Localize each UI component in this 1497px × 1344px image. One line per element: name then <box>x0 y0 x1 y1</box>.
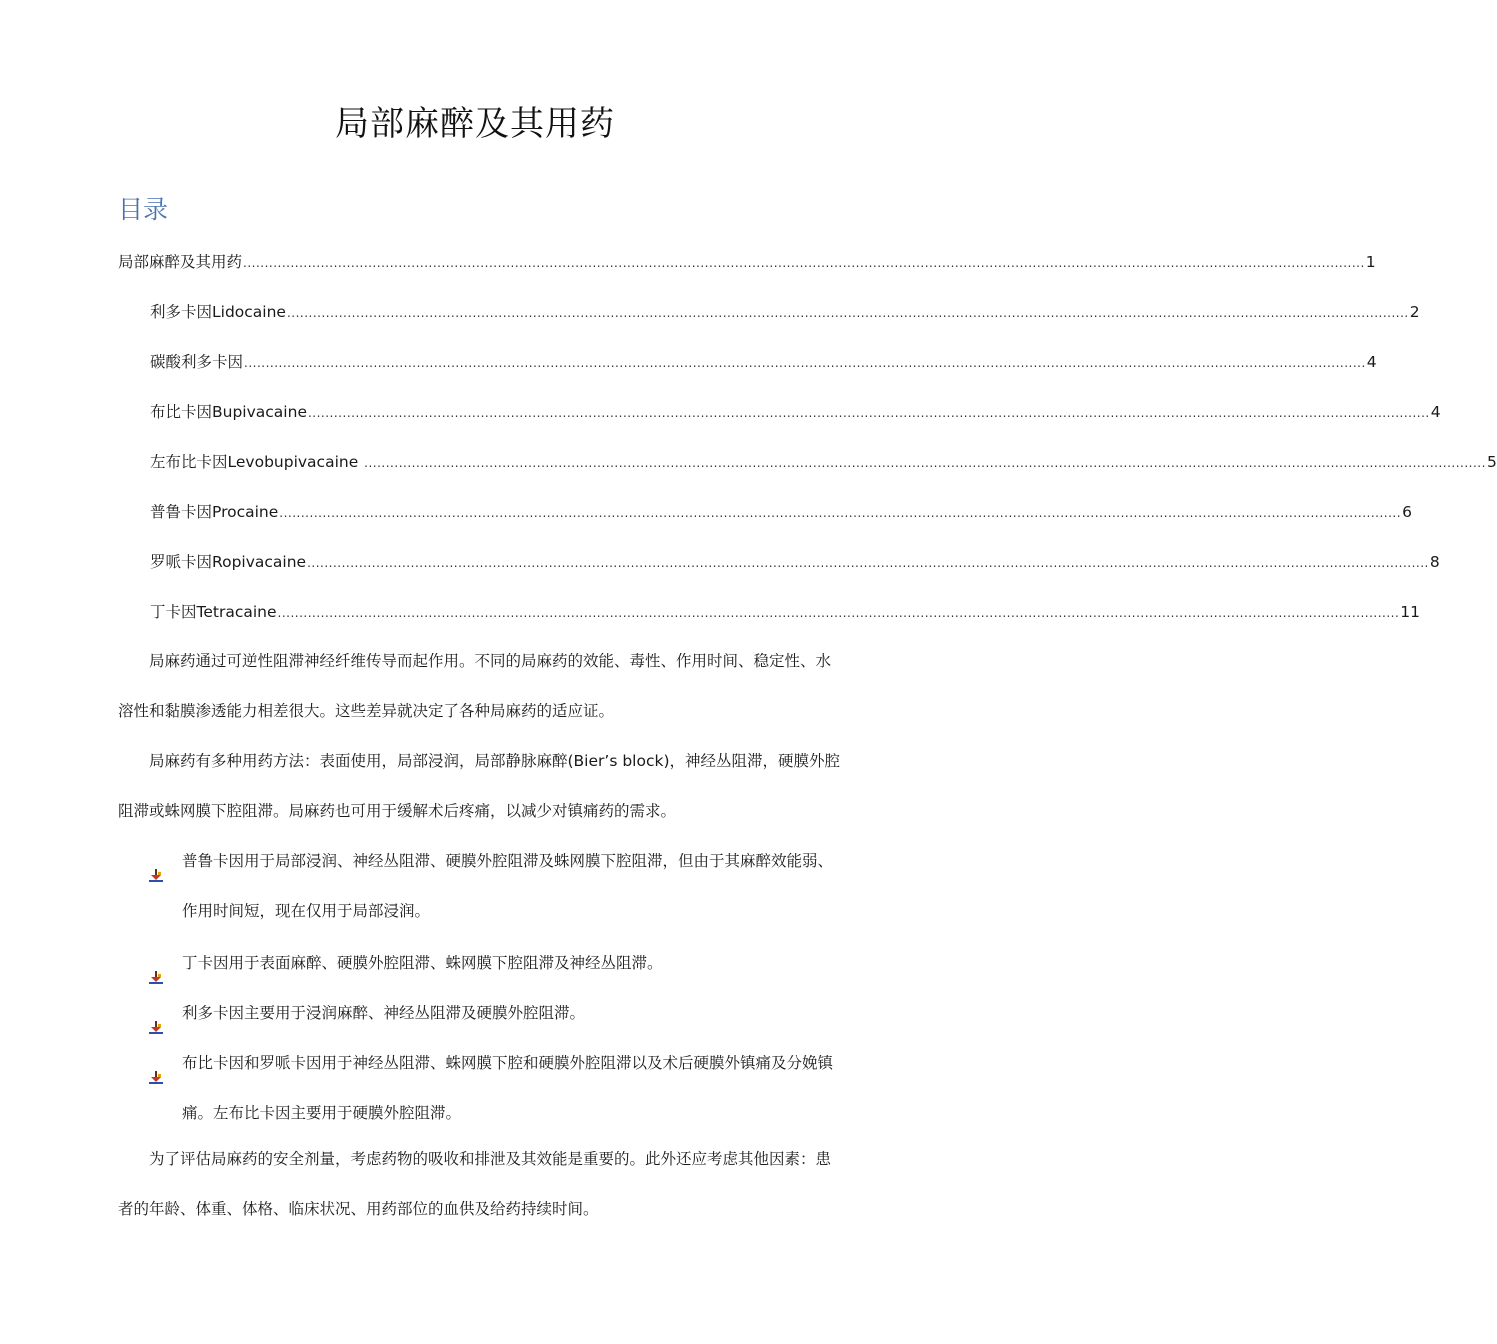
toc-entry-title: 普鲁卡因 <box>150 503 213 521</box>
toc-entry[interactable] <box>150 600 1421 624</box>
arrow-bullet-icon <box>149 955 163 969</box>
body-paragraph: 为了评估局麻药的安全剂量，考虑药物的吸收和排泄及其效能是重要的。此外还应考虑其他因素：患者的年龄、体重、体格、临床状况、用药部位的血供及给药持续时间。 <box>118 1150 832 1218</box>
toc-entry-title: 布比卡因 <box>150 403 213 421</box>
toc-entry-page: 4 <box>1430 403 1441 421</box>
body-paragraph: 局麻药通过可逆性阻滞神经纤维传导而起作用。不同的局麻药的效能、毒性、作用时间、稳定性、水溶性和黏膜渗透能力相差很大。这些差异就决定了各种局麻药的适应证。 <box>118 652 832 720</box>
bullet-text: 布比卡因和罗哌卡因用于神经丛阻滞、蛛网膜下腔和硬膜外腔阻滞以及术后硬膜外镇痛及分娩镇痛。左布比卡因主要用于硬膜外腔阻滞。 <box>182 1054 834 1122</box>
toc-entry[interactable] <box>150 300 1420 324</box>
arrow-bullet-icon <box>149 1055 163 1069</box>
toc-entry-page: 6 <box>1402 503 1412 521</box>
toc-leader-dots: .................................................................................................................................................................................................................................................................... <box>277 606 1400 620</box>
bullet-text: 普鲁卡因用于局部浸润、神经丛阻滞、硬膜外腔阻滞及蛛网膜下腔阻滞，但由于其麻醉效能弱、作用时间短，现在仅用于局部浸润。 <box>182 852 834 920</box>
toc-entry[interactable] <box>150 350 1377 374</box>
toc-entry-page: 11 <box>1400 603 1421 621</box>
toc-entry-title: 碳酸利多卡因 <box>150 353 244 371</box>
toc-entry[interactable] <box>118 250 1376 274</box>
toc-entry[interactable] <box>150 550 1440 574</box>
toc-entry-page: 1 <box>1365 253 1376 271</box>
toc-entry-english: Tetracaine <box>196 603 277 621</box>
toc-entry-title: 罗哌卡因 <box>150 553 213 571</box>
bullet-item <box>149 938 843 988</box>
toc-heading: 目录 <box>118 195 169 224</box>
toc-entry[interactable] <box>150 450 1497 474</box>
toc-leader-dots: .................................................................................................................................................................................................................................................................... <box>279 506 1402 520</box>
bullet-text: 丁卡因用于表面麻醉、硬膜外腔阻滞、蛛网膜下腔阻滞及神经丛阻滞。 <box>182 954 663 972</box>
toc-leader-dots: .................................................................................................................................................................................................................................................................... <box>364 456 1486 470</box>
toc-leader-dots: .................................................................................................................................................................................................................................................................... <box>244 356 1366 370</box>
toc-entry-english: Bupivacaine <box>212 403 307 421</box>
toc-entry-title: 局部麻醉及其用药 <box>118 253 243 271</box>
arrow-bullet-icon <box>149 1005 163 1019</box>
toc-entry-english: Ropivacaine <box>212 553 307 571</box>
toc-entry-english: Levobupivacaine <box>227 453 364 471</box>
toc-entry-title: 左布比卡因 <box>150 453 228 471</box>
toc-entry-title: 丁卡因 <box>150 603 197 621</box>
arrow-bullet-icon <box>149 853 163 867</box>
bullet-item <box>149 988 843 1038</box>
toc-entry-page: 5 <box>1486 453 1497 471</box>
bullet-item <box>149 836 843 936</box>
toc-entry-page: 4 <box>1366 353 1377 371</box>
bullet-item <box>149 1038 843 1138</box>
toc-entry-page: 8 <box>1429 553 1440 571</box>
toc-entry-page: 2 <box>1409 303 1420 321</box>
toc-entry[interactable] <box>150 500 1412 524</box>
body-paragraph: 局麻药有多种用药方法：表面使用，局部浸润，局部静脉麻醉(Bier’s block)，神经丛阻滞，硬膜外腔阻滞或蛛网膜下腔阻滞。局麻药也可用于缓解术后疼痛，以减少对镇痛药的需求。 <box>118 752 841 820</box>
toc-entry-title: 利多卡因 <box>150 303 213 321</box>
toc-leader-dots: .................................................................................................................................................................................................................................................................... <box>307 406 1430 420</box>
toc-entry-english: Lidocaine <box>212 303 286 321</box>
toc-entry-english: Procaine <box>212 503 279 521</box>
toc-leader-dots: .................................................................................................................................................................................................................................................................... <box>286 306 1409 320</box>
document-title: 局部麻醉及其用药 <box>335 104 615 144</box>
toc-entry[interactable] <box>150 400 1441 424</box>
bullet-text: 利多卡因主要用于浸润麻醉、神经丛阻滞及硬膜外腔阻滞。 <box>182 1004 586 1022</box>
toc-leader-dots: .................................................................................................................................................................................................................................................................... <box>243 256 1365 270</box>
toc-leader-dots: .................................................................................................................................................................................................................................................................... <box>307 556 1429 570</box>
